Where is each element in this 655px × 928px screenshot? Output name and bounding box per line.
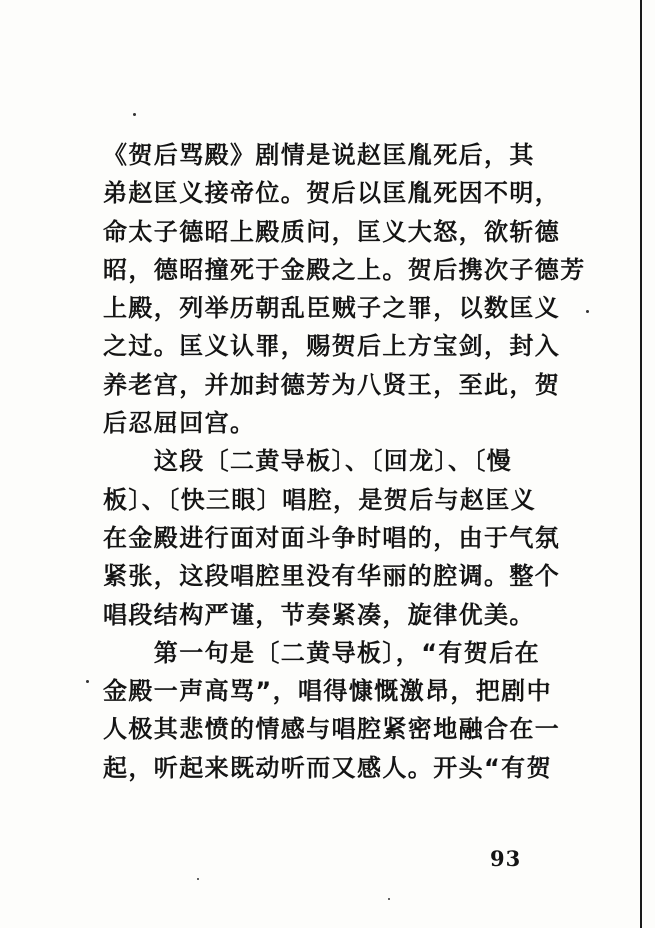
text-line-5: 上殿，列举历朝乱臣贼子之罪，以数匡义 — [103, 294, 561, 323]
text-line-9: 这段〔二黄导板〕、〔回龙〕、〔慢 — [103, 447, 513, 476]
body-text — [103, 136, 586, 787]
scan-speck — [388, 898, 390, 900]
text-line-15: 金殿一声高骂”，唱得慷慨激昂，把剧中 — [103, 677, 552, 706]
text-line-3: 命太子德昭上殿质问，匡义大怒，欲斩德 — [103, 217, 561, 246]
text-line-2: 弟赵匡义接帝位。贺后以匡胤死因不明， — [103, 179, 561, 208]
page-edge-line — [640, 0, 642, 928]
scan-speck — [86, 680, 89, 683]
text-line-4: 昭，德昭撞死于金殿之上。贺后携次子德芳 — [103, 255, 586, 284]
scan-speck — [197, 878, 199, 880]
text-line-8: 后忍屈回宫。 — [103, 409, 256, 438]
text-line-13: 唱段结构严谨，节奏紧凑，旋律优美。 — [103, 600, 535, 629]
text-line-6: 之过。匡义认罪，赐贺后上方宝剑，封入 — [103, 332, 561, 361]
text-line-12: 紧张，这段唱腔里没有华丽的腔调。整个 — [103, 562, 561, 591]
text-line-1: 《贺后骂殿》剧情是说赵匡胤死后，其 — [103, 141, 535, 169]
text-line-14: 第一句是〔二黄导板〕，“有贺后在 — [103, 638, 540, 667]
text-line-17: 起，听起来既动听而又感人。开头“有贺 — [103, 753, 552, 782]
text-line-7: 养老宫，并加封德芳为八贤王，至此，贺 — [103, 370, 561, 399]
text-line-10: 板〕、〔快三眼〕唱腔，是贺后与赵匡义 — [103, 485, 537, 514]
text-line-11: 在金殿进行面对面斗争时唱的，由于气氛 — [103, 523, 561, 552]
scan-speck — [133, 113, 136, 116]
page-number: 93 — [490, 846, 522, 871]
scan-speck — [586, 310, 589, 313]
text-line-16: 人极其悲愤的情感与唱腔紧密地融合在一 — [103, 715, 561, 744]
